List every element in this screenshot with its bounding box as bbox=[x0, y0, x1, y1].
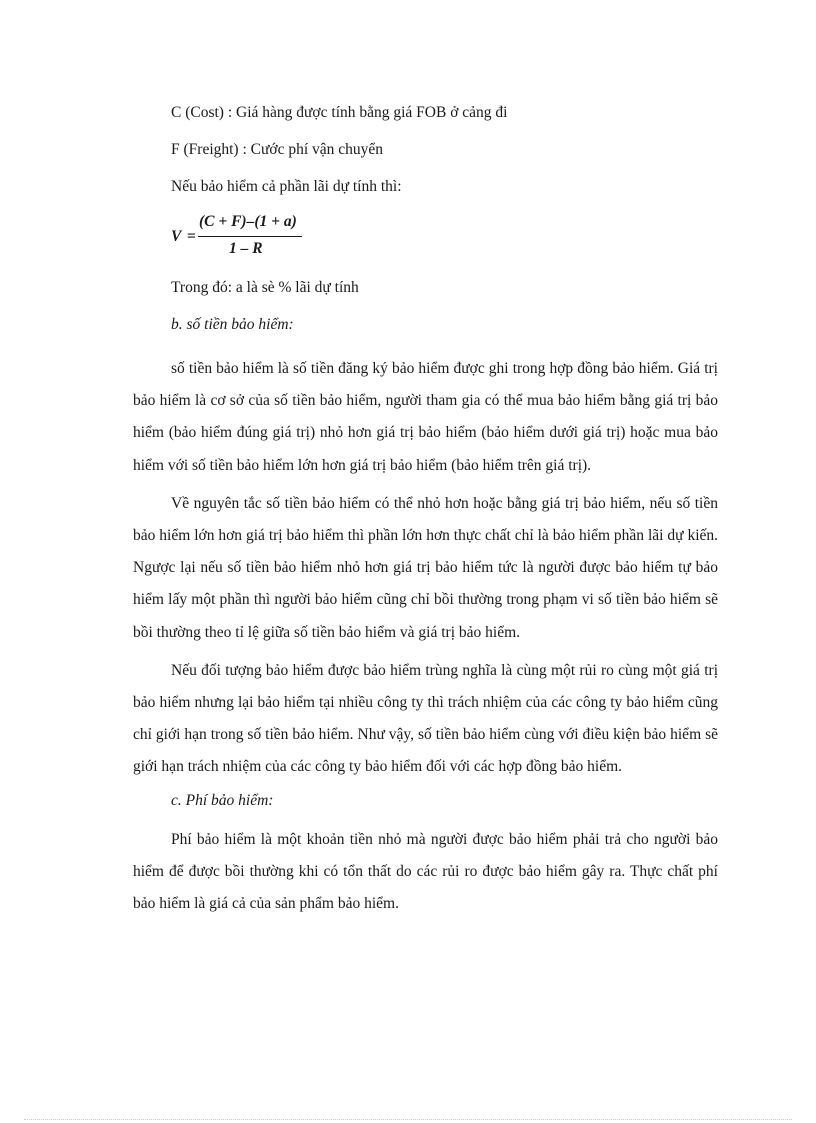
paragraph-premium: Phí bảo hiểm là một khoản tiền nhỏ mà người được bảo hiểm phải trả cho người bảo hiểm để được bồi thường khi có tổn thất do các rủi ro được bảo hiểm gây ra. Thực chất phí bảo hiểm là giá cả của sản phẩm bảo hiểm. bbox=[133, 830, 718, 913]
paragraph-sum-insured: số tiền bảo hiểm là số tiền đăng ký bảo hiểm được ghi trong hợp đồng bảo hiểm. Giá trị bảo hiểm là cơ sở của số tiền bảo hiểm, người tham gia có thể mua bảo hiểm bằng giá trị bảo hiểm (bảo hiểm đúng giá trị) nhỏ hơn giá trị bảo hiểm (bảo hiểm dưới giá trị) hoặc mua bảo hiểm với số tiền bảo hiểm lớn hơn giá trị bảo hiểm (bảo hiểm trên giá trị). bbox=[133, 360, 718, 474]
formula-lhs: V bbox=[171, 228, 182, 245]
formula-denominator: 1 – R bbox=[229, 240, 263, 257]
formula-equals: = bbox=[187, 228, 196, 245]
page-content bbox=[133, 104, 718, 920]
heading-sum-insured: b. số tiền bảo hiểm: bbox=[171, 316, 294, 333]
insured-value-formula bbox=[171, 213, 718, 265]
cost-definition: C (Cost) : Giá hàng được tính bằng giá FOB ở cảng đi bbox=[171, 104, 508, 121]
profit-intro: Nếu bảo hiểm cả phần lãi dự tính thì: bbox=[171, 178, 402, 195]
paragraph-double-insurance: Nếu đối tượng bảo hiểm được bảo hiểm trùng nghĩa là cùng một rủi ro cùng một giá trị bảo hiểm nhưng lại bảo hiểm tại nhiều công ty thì trách nhiệm của các công ty bảo hiểm cũng chỉ giới hạn trong số tiền bảo hiểm. Như vậy, số tiền bảo hiểm cùng với điều kiện bảo hiểm sẽ giới hạn trách nhiệm của các công ty bảo hiểm đối với các hợp đồng bảo hiểm. bbox=[133, 661, 718, 776]
formula-where: Trong đó: a là sè % lãi dự tính bbox=[171, 279, 359, 296]
formula-numerator: (C + F)–(1 + a) bbox=[199, 213, 297, 230]
page-bottom-rule bbox=[24, 1119, 792, 1120]
heading-premium: c. Phí bảo hiểm: bbox=[171, 791, 274, 809]
freight-definition: F (Freight) : Cước phí vận chuyển bbox=[171, 141, 384, 158]
formula-fraction-bar bbox=[198, 236, 302, 237]
paragraph-principle: Về nguyên tắc số tiền bảo hiểm có thể nhỏ hơn hoặc bằng giá trị bảo hiểm, nếu số tiền bảo hiểm lớn hơn giá trị bảo hiểm thì phần lớn hơn thực chất chỉ là bảo hiểm phần lãi dự kiến. Ngược lại nếu số tiền bảo hiểm nhỏ hơn giá trị bảo hiểm tức là người được bảo hiểm tự bảo hiểm lấy một phần thì người bảo hiểm cũng chỉ bồi thường trong phạm vi số tiền bảo hiểm sẽ bồi thường theo tỉ lệ giữa số tiền bảo hiểm và giá trị bảo hiểm. bbox=[133, 494, 718, 641]
